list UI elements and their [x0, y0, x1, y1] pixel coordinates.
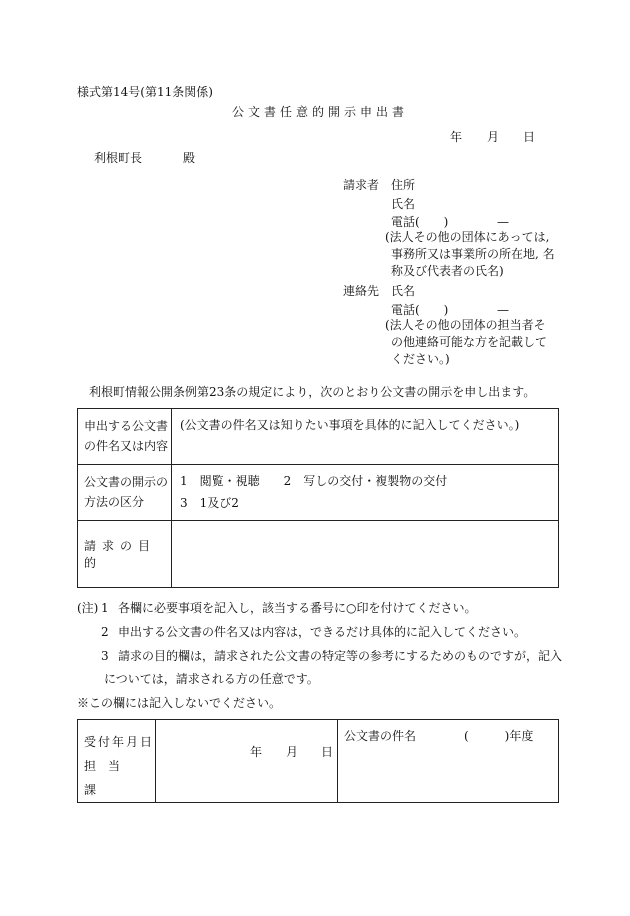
disclosure-method-label-line: 公文書の開示の: [84, 475, 169, 489]
request-table: [77, 408, 559, 588]
intro-text: 利根町情報公開条例第23条の規定により，次のとおり公文書の開示を申し出ます。: [89, 385, 536, 399]
document-name-hint: (公文書の件名又は知りたい事項を具体的に記入してください。): [180, 418, 520, 432]
requester-note-line: 事務所又は事業所の所在地, 名: [391, 247, 555, 261]
page-title: 公文書任意的開示申出書: [232, 105, 409, 119]
note-prefix: (注): [77, 601, 99, 615]
document-name-field[interactable]: [172, 409, 559, 465]
contact-note: [385, 317, 547, 368]
document-name-cell: [338, 720, 559, 803]
contact-label: 連絡先: [343, 284, 380, 298]
received-date-label: 受付年月日: [84, 735, 155, 749]
received-day: 日: [321, 745, 334, 759]
document-name-label: [78, 409, 172, 465]
contact-phone-label[interactable]: 電話( ): [391, 303, 449, 317]
disclosure-method-label: [78, 465, 172, 521]
fiscal-year-label: ( )年度: [464, 729, 534, 743]
requester-note: [385, 229, 555, 280]
contact-name-label[interactable]: 氏名: [391, 284, 416, 298]
addressee-honorific: 殿: [183, 151, 196, 165]
note-2-text: 申出する公文書の件名又は内容は，できるだけ具体的に記入してください。: [118, 625, 527, 639]
received-year: 年: [250, 745, 263, 759]
disclosure-option-line[interactable]: 1 閲覧・視聴 2 写しの交付・複製物の交付: [180, 474, 448, 488]
note-1-text: 各欄に必要事項を記入し，該当する番号に○印を付けてください。: [118, 601, 477, 615]
purpose-field[interactable]: [172, 521, 559, 588]
requester-label: 請求者: [343, 178, 380, 192]
document-name-label-line: 申出する公文書: [84, 419, 169, 433]
office-use-table: [77, 719, 559, 803]
note-3-num: 3: [101, 649, 109, 663]
date-year: 年: [450, 130, 463, 144]
office-document-name-label: 公文書の件名: [344, 729, 417, 743]
contact-note-line: の他連絡可能な方を記載して: [391, 335, 548, 349]
received-date-field: [156, 720, 338, 803]
contact-note-line: ください。): [391, 352, 450, 366]
addressee-name: 利根町長: [94, 151, 143, 165]
form-number: 様式第14号(第11条関係): [77, 85, 213, 99]
date-month: 月: [487, 130, 500, 144]
contact-note-line: (法人その他の団体の担当者そ: [385, 318, 546, 332]
disclosure-option-line[interactable]: 3 1及び2: [180, 496, 239, 510]
note-1-num: 1: [101, 601, 109, 615]
requester-phone-dash: —: [497, 215, 509, 229]
disclosure-method-options[interactable]: [172, 465, 559, 521]
table-row: [78, 409, 559, 465]
purpose-label: [78, 521, 172, 588]
staff-section-label: 担当課: [84, 759, 133, 797]
office-use-note: ※この欄には記入しないでください。: [77, 696, 282, 710]
requester-note-line: (法人その他の団体にあっては,: [385, 230, 550, 244]
document-name-label-line: の件名又は内容: [84, 439, 169, 453]
requester-name-label[interactable]: 氏名: [391, 197, 416, 211]
requester-address-label[interactable]: 住所: [391, 178, 416, 192]
table-row: [78, 521, 559, 588]
requester-note-line: 称及び代表者の氏名): [391, 264, 504, 278]
received-staff-label: [78, 720, 156, 803]
date-day: 日: [523, 130, 536, 144]
purpose-label-text: 請求の目的: [84, 539, 157, 570]
contact-phone-dash: —: [497, 303, 509, 317]
table-row: [78, 465, 559, 521]
note-3-text: 請求の目的欄は，請求された公文書の特定等の参考にするためのものですが，記入: [118, 649, 563, 663]
note-2-num: 2: [101, 625, 109, 639]
disclosure-method-label-line: 方法の区分: [84, 495, 145, 509]
requester-phone-label[interactable]: 電話( ): [391, 215, 449, 229]
table-row: [78, 720, 559, 803]
received-month: 月: [286, 745, 299, 759]
note-3-continuation: については，請求される方の任意です。: [104, 672, 319, 686]
